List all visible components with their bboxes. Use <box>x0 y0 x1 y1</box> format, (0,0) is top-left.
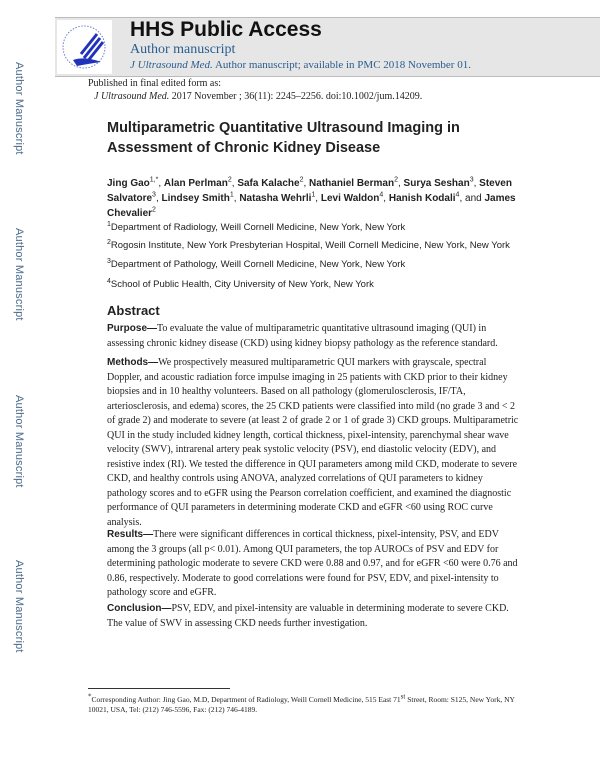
citation: 2017 November ; 36(11): 2245–2256. doi:10.1002/jum.14209. <box>171 91 423 102</box>
footnote-divider <box>88 688 230 689</box>
author-affiliation-mark: 1 <box>311 191 316 199</box>
header-title: HHS Public Access <box>130 18 322 41</box>
author-name: Alan Perlman <box>163 178 228 189</box>
affiliation: $^3$Department of Pathology, Weill Cornell Medicine, New York, New York <box>107 257 406 270</box>
abstract-results: Results—There were significant differences in cortical thickness, pixel-intensity, PSV, and EDV among the 3 groups (all p< 0.01). Among QUI parameters, the top AUROCs of PSV and EDV for determining pathologic moderate to severe CKD were 0.88 and 0.97, and for eGFR <60 were 0.76 and 0.86, respectively. Moderate to good correlations were found for PSV, EDV, and pixel-intensity to pathology score and eGFR. <box>107 529 518 598</box>
author-affiliation-mark: 4 <box>455 191 460 199</box>
author-affiliation-mark: 2 <box>227 176 232 184</box>
author-name: Safa Kalache <box>237 178 300 189</box>
affiliation: $^4$School of Public Health, City University of New York, New York <box>107 277 374 290</box>
side-label: Author Manuscript <box>13 228 25 321</box>
author-name: Levi Waldon <box>320 193 380 204</box>
author-affiliation-mark: 1 <box>229 191 234 199</box>
author-name: James Chevalier <box>107 193 516 219</box>
abstract-conclusion: Conclusion—PSV, EDV, and pixel-intensity are valuable in determining moderate to severe CKD. The value of SWV in assessing CKD needs further investigation. <box>107 603 509 629</box>
author-affiliation-mark: 2 <box>394 176 398 184</box>
abstract-purpose: Purpose—To evaluate the value of multiparametric quantitative ultrasound imaging (QUI) in assessing chronic kidney disease (CKD) using kidney biopsy pathology as the reference standard. <box>107 323 498 349</box>
journal-name: J Ultrasound Med. <box>94 91 170 102</box>
abstract-methods: Methods—We prospectively measured multiparametric QUI markers with grayscale, spectral Doppler, and acoustic radiation force impulse imaging in 25 patients with CKD prior to their kidney biopsies and in 10 healthy volunteers. Based on all pathology (glomerulosclerosis, IF/TA, arteriosclerosis, and edema) scores, the 25 CKD patients were classified into mild (no grade 3 and < 2 of grade 2) and moderate to severe (at least 2 of grade 2 or 1 of grade 3) CKD groups. Multiparametric QUI in the study included kidney length, cortical thickness, pixel-intensity, parenchymal shear wave velocity (SWV), intrarenal artery peak systolic velocity (PSV), end diastolic velocity (EDV), and resistive index (RI). We tested the difference in QUI parameters among mild CKD, moderate to severe CKD, and healthy controls using ANOVA, analyzed correlations of QUI parameters to kidney pathology scores and to eGFR using the Pearson correlation coefficient, and examined the diagnostic performance of QUI parameters in determining moderate CKD and eGFR <60 using ROC curve analysis. <box>107 357 519 528</box>
hhs-logo-icon <box>57 20 112 74</box>
and-text: and <box>465 193 482 204</box>
paper-title: Multiparametric Quantitative Ultrasound Imaging in Assessment of Chronic Kidney Disease <box>107 120 460 156</box>
author-affiliation-mark: 3 <box>469 176 474 184</box>
side-label: Author Manuscript <box>13 62 25 155</box>
author-affiliation-mark: 4 <box>379 191 384 199</box>
side-label: Author Manuscript <box>13 560 25 653</box>
header-subtitle: Author manuscript <box>130 42 236 57</box>
affiliation: $^2$Rogosin Institute, New York Presbyterian Hospital, Weill Cornell Medicine, New York, New York <box>107 238 510 251</box>
hhs-header <box>55 17 600 77</box>
affiliation: $^1$Department of Radiology, Weill Cornell Medicine, New York, New York <box>107 220 406 233</box>
published-info <box>88 77 422 103</box>
abstract-heading: Abstract <box>107 303 160 318</box>
journal-name: J Ultrasound Med. <box>130 59 213 71</box>
side-label: Author Manuscript <box>13 395 25 488</box>
author-name: Natasha Wehrli <box>239 193 312 204</box>
author-name: Hanish Kodali <box>388 193 456 204</box>
header-citation <box>130 59 471 71</box>
published-label: Published in final edited form as: <box>88 78 222 89</box>
author-affiliation-mark: 2 <box>152 206 156 214</box>
author-name: Jing Gao <box>107 178 150 189</box>
author-name: Surya Seshan <box>403 178 470 189</box>
availability: Author manuscript; available in PMC 2018 November 01. <box>214 59 471 71</box>
author-name: Steven Salvatore <box>107 178 512 204</box>
author-list: Jing Gao$^{1,*}$, Alan Perlman$^2$, Safa Kalache$^2$, Nathaniel Berman$^2$, Surya Seshan$^3$, Steven Salvatore$^3$, Lindsey Smith$^1$, Natasha Wehrli$^1$, Levi Waldon$^4$, Hanish Kodali$^4$, and James Chevalier$^2$ <box>107 176 516 219</box>
footnote: *Corresponding Author: Jing Gao, M.D, Department of Radiology, Weill Cornell Medicine, 515 East 71st Street, Room: S125, New York, NY 10021, USA, Tel: (212) 746-5596, Fax: (212) 746-4189. <box>88 692 515 714</box>
author-affiliation-mark: 1,* <box>149 176 159 184</box>
author-name: Nathaniel Berman <box>309 178 395 189</box>
author-affiliation-mark: 2 <box>299 176 304 184</box>
author-name: Lindsey Smith <box>161 193 230 204</box>
author-affiliation-mark: 3 <box>152 191 156 199</box>
